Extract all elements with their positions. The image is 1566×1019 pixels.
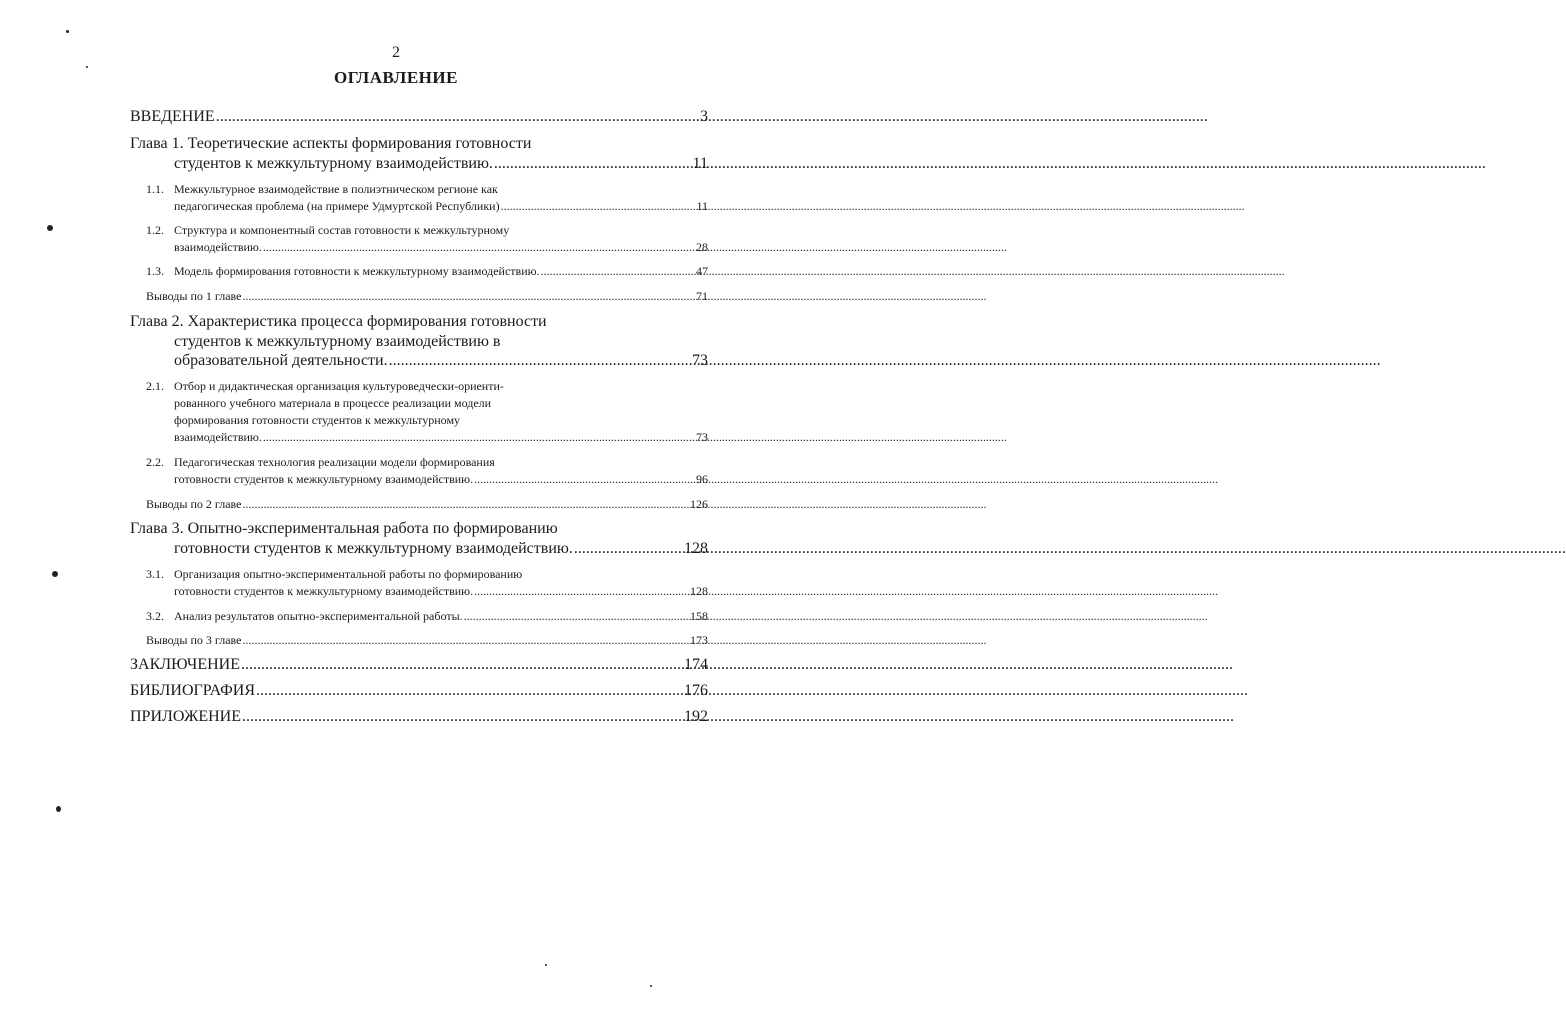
toc-entry-label: ЗАКЛЮЧЕНИЕ	[130, 656, 240, 673]
toc-entry-label: Выводы по 3 главе	[146, 633, 242, 647]
toc-entry-section-1-1[interactable]	[174, 199, 708, 214]
toc-entry-section-1-2[interactable]	[174, 240, 708, 255]
scan-speck	[52, 571, 58, 577]
section-3-2-title: Анализ результатов опытно-экспериментальной работы.	[174, 609, 463, 623]
dot-leader	[216, 108, 699, 126]
section-1-2-number: 1.2.	[146, 223, 164, 237]
section-2-2-number: 2.2.	[146, 455, 164, 469]
section-3-2-number: 3.2.	[146, 609, 164, 623]
toc-page-number: 128	[684, 540, 708, 557]
toc-entry-label: Выводы по 1 главе	[146, 289, 242, 303]
section-2-1-number: 2.1.	[146, 379, 164, 393]
dot-leader	[242, 289, 695, 304]
toc-entry-appendix[interactable]	[130, 708, 708, 726]
dot-leader	[256, 682, 683, 700]
toc-entry-chapter-2-conclusions[interactable]	[146, 497, 708, 512]
dot-leader	[501, 199, 696, 214]
scan-speck	[650, 985, 652, 987]
toc-entry-introduction[interactable]	[130, 108, 708, 126]
section-2-1-title-line-2[interactable]: рованного учебного материала в процессе реализации модели	[174, 396, 492, 410]
toc-page-number: 174	[684, 656, 708, 673]
toc-entry-label: ПРИЛОЖЕНИЕ	[130, 708, 242, 725]
toc-entry-section-1-3[interactable]	[174, 264, 708, 279]
dot-leader	[263, 240, 695, 255]
toc-page-number: 126	[690, 497, 708, 511]
dot-leader	[242, 497, 689, 512]
toc-entry-label: ВВЕДЕНИЕ	[130, 108, 215, 125]
chapter-2-title-line-3: образовательной деятельности.	[174, 352, 388, 369]
toc-entry-conclusion[interactable]	[130, 656, 708, 674]
scan-speck	[545, 964, 547, 966]
section-2-2-title-line-2: готовности студентов к межкультурному взаимодействию.	[174, 472, 474, 486]
chapter-2-title-line-1[interactable]: Глава 2. Характеристика процесса формирования готовности	[130, 313, 547, 330]
section-2-1-title-line-3[interactable]: формирования готовности студентов к межкультурному	[174, 413, 461, 427]
toc-page-number: 176	[684, 682, 708, 699]
toc-entry-section-2-1[interactable]	[174, 430, 708, 445]
toc-page-number: 192	[684, 708, 708, 725]
section-3-1-title-line-1[interactable]: Организация опытно-экспериментальной работы по формированию	[174, 567, 523, 581]
toc-entry-bibliography[interactable]	[130, 682, 708, 700]
toc-page-number: 11	[696, 199, 708, 213]
dot-leader	[242, 633, 689, 648]
toc-entry-section-3-1[interactable]	[174, 584, 708, 599]
toc-entry-section-2-2[interactable]	[174, 472, 708, 487]
toc-page-number: 128	[690, 584, 708, 598]
section-3-1-title-line-2: готовности студентов к межкультурному взаимодействию.	[174, 584, 474, 598]
toc-entry-chapter-2[interactable]	[174, 352, 708, 370]
dot-leader	[494, 155, 692, 173]
toc-page-number: 158	[690, 609, 708, 623]
dot-leader	[263, 430, 695, 445]
dot-leader	[474, 584, 689, 599]
toc-page-number: 73	[692, 352, 708, 369]
toc-entry-label: БИБЛИОГРАФИЯ	[130, 682, 256, 699]
toc-page-number: 3	[700, 108, 708, 125]
section-1-1-number: 1.1.	[146, 182, 164, 196]
toc-entry-section-3-2[interactable]	[174, 609, 708, 624]
dot-leader	[464, 609, 689, 624]
section-1-1-title-line-2: педагогическая проблема (на примере Удмуртской Республики)	[174, 199, 500, 213]
toc-entry-chapter-3-conclusions[interactable]	[146, 633, 708, 648]
toc-page-number: 96	[696, 472, 708, 486]
dot-leader	[474, 472, 695, 487]
toc-entry-label: Выводы по 2 главе	[146, 497, 242, 511]
dot-leader	[574, 540, 683, 558]
chapter-1-title-line-1[interactable]: Глава 1. Теоретические аспекты формирования готовности	[130, 135, 532, 152]
page-title: ОГЛАВЛЕНИЕ	[334, 68, 458, 87]
section-1-1-title-line-1[interactable]: Межкультурное взаимодействие в полиэтническом регионе как	[174, 182, 498, 196]
toc-page-number: 47	[696, 264, 708, 278]
section-1-2-title-line-2: взаимодействию.	[174, 240, 262, 254]
section-2-1-title-line-1[interactable]: Отбор и дидактическая организация культуроведчески-ориенти-	[174, 379, 504, 393]
toc-page-number: 73	[696, 430, 708, 444]
section-1-3-number: 1.3.	[146, 264, 164, 278]
scan-speck	[86, 66, 88, 68]
toc-entry-chapter-1-conclusions[interactable]	[146, 289, 708, 304]
chapter-3-title-line-1[interactable]: Глава 3. Опытно-экспериментальная работа по формированию	[130, 520, 558, 537]
section-2-1-title-line-4: взаимодействию.	[174, 430, 262, 444]
section-1-2-title-line-1[interactable]: Структура и компонентный состав готовности к межкультурному	[174, 223, 510, 237]
toc-page-number: 28	[696, 240, 708, 254]
chapter-1-title-line-2: студентов к межкультурному взаимодействию.	[174, 155, 493, 172]
toc-page-number: 173	[690, 633, 708, 647]
scan-speck	[47, 225, 53, 231]
toc-entry-chapter-3[interactable]	[174, 540, 708, 558]
page-number: 2	[392, 44, 400, 61]
chapter-3-title-line-2: готовности студентов к межкультурному взаимодействию.	[174, 540, 573, 557]
section-3-1-number: 3.1.	[146, 567, 164, 581]
dot-leader	[242, 708, 683, 726]
section-2-2-title-line-1[interactable]: Педагогическая технология реализации модели формирования	[174, 455, 495, 469]
toc-page-number: 71	[696, 289, 708, 303]
dot-leader	[389, 352, 691, 370]
dot-leader	[241, 656, 683, 674]
chapter-2-title-line-2[interactable]: студентов к межкультурному взаимодействию в	[174, 333, 501, 350]
toc-entry-chapter-1[interactable]	[174, 155, 708, 173]
scan-speck	[56, 806, 61, 812]
dot-leader	[541, 264, 695, 279]
section-1-3-title: Модель формирования готовности к межкультурному взаимодействию.	[174, 264, 540, 278]
toc-page-number: 11	[692, 155, 708, 172]
scan-speck	[66, 30, 69, 33]
